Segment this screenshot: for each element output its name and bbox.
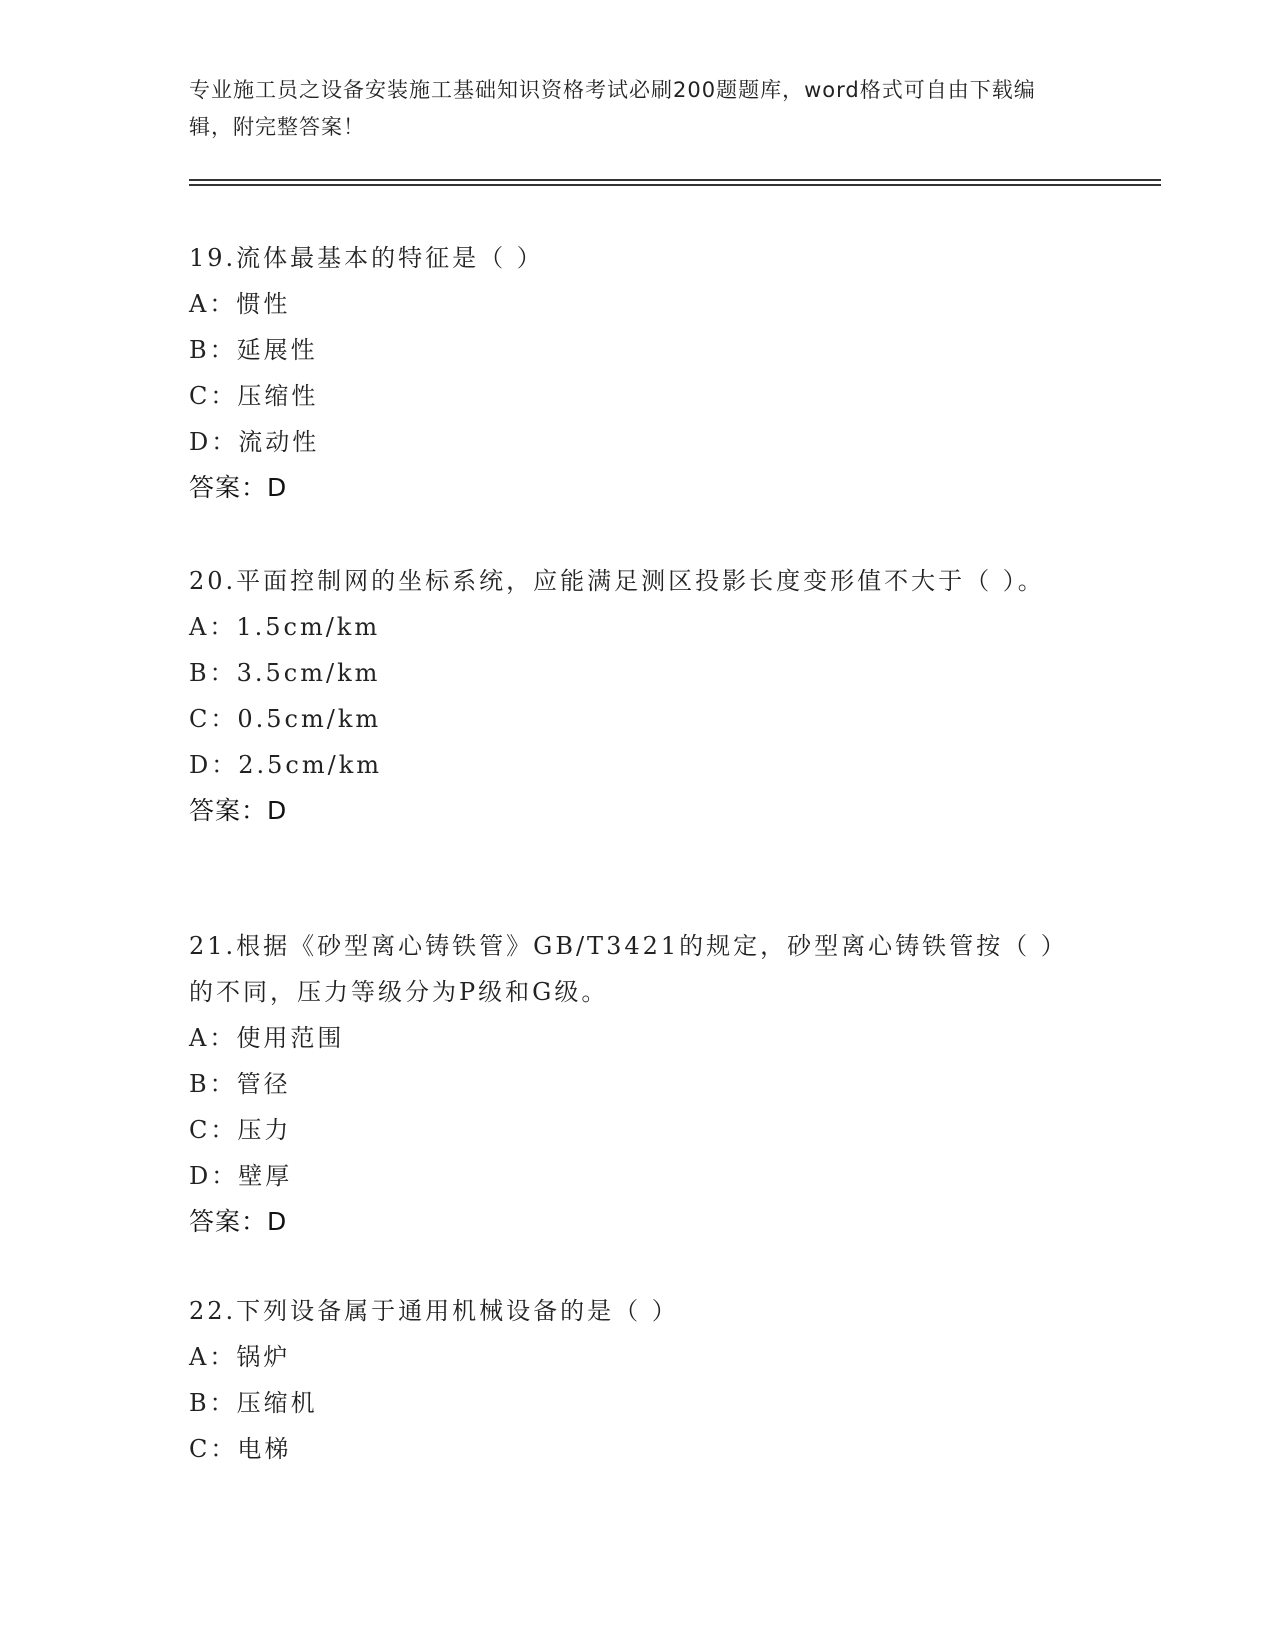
question-stem: 22.下列设备属于通用机械设备的是（ ）	[189, 1297, 679, 1325]
question-22	[189, 1288, 1069, 1472]
option-c: C：电梯	[189, 1435, 292, 1463]
option-c: C：0.5cm/km	[189, 705, 382, 733]
option-d: D：壁厚	[189, 1162, 293, 1190]
header-divider-bottom	[189, 184, 1161, 186]
question-stem: 21.根据《砂型离心铸铁管》GB/T3421的规定，砂型离心铸铁管按（ ）的不同，压力等级分为P级和G级。	[189, 932, 1068, 1006]
question-stem: 19.流体最基本的特征是（ ）	[189, 244, 544, 272]
question-19	[189, 235, 1069, 511]
answer: 答案：D	[189, 796, 288, 825]
option-b: B：3.5cm/km	[189, 659, 381, 687]
option-d: D：流动性	[189, 428, 320, 456]
question-20	[189, 558, 1069, 834]
option-c: C：压力	[189, 1116, 292, 1144]
option-a: A：锅炉	[189, 1343, 291, 1371]
option-a: A：惯性	[189, 290, 291, 318]
option-a: A：1.5cm/km	[189, 613, 381, 641]
option-a: A：使用范围	[189, 1024, 345, 1052]
option-b: B：延展性	[189, 336, 318, 364]
header-divider-top	[189, 179, 1161, 181]
option-d: D：2.5cm/km	[189, 751, 382, 779]
option-b: B：压缩机	[189, 1389, 318, 1417]
option-b: B：管径	[189, 1070, 291, 1098]
answer: 答案：D	[189, 1207, 288, 1236]
document-header: 专业施工员之设备安装施工基础知识资格考试必刷200题题库，word格式可自由下载编辑，附完整答案！	[189, 78, 1036, 139]
option-c: C：压缩性	[189, 382, 319, 410]
answer: 答案：D	[189, 473, 288, 502]
question-21	[189, 923, 1069, 1245]
question-stem: 20.平面控制网的坐标系统，应能满足测区投影长度变形值不大于（ ）。	[189, 567, 1045, 595]
